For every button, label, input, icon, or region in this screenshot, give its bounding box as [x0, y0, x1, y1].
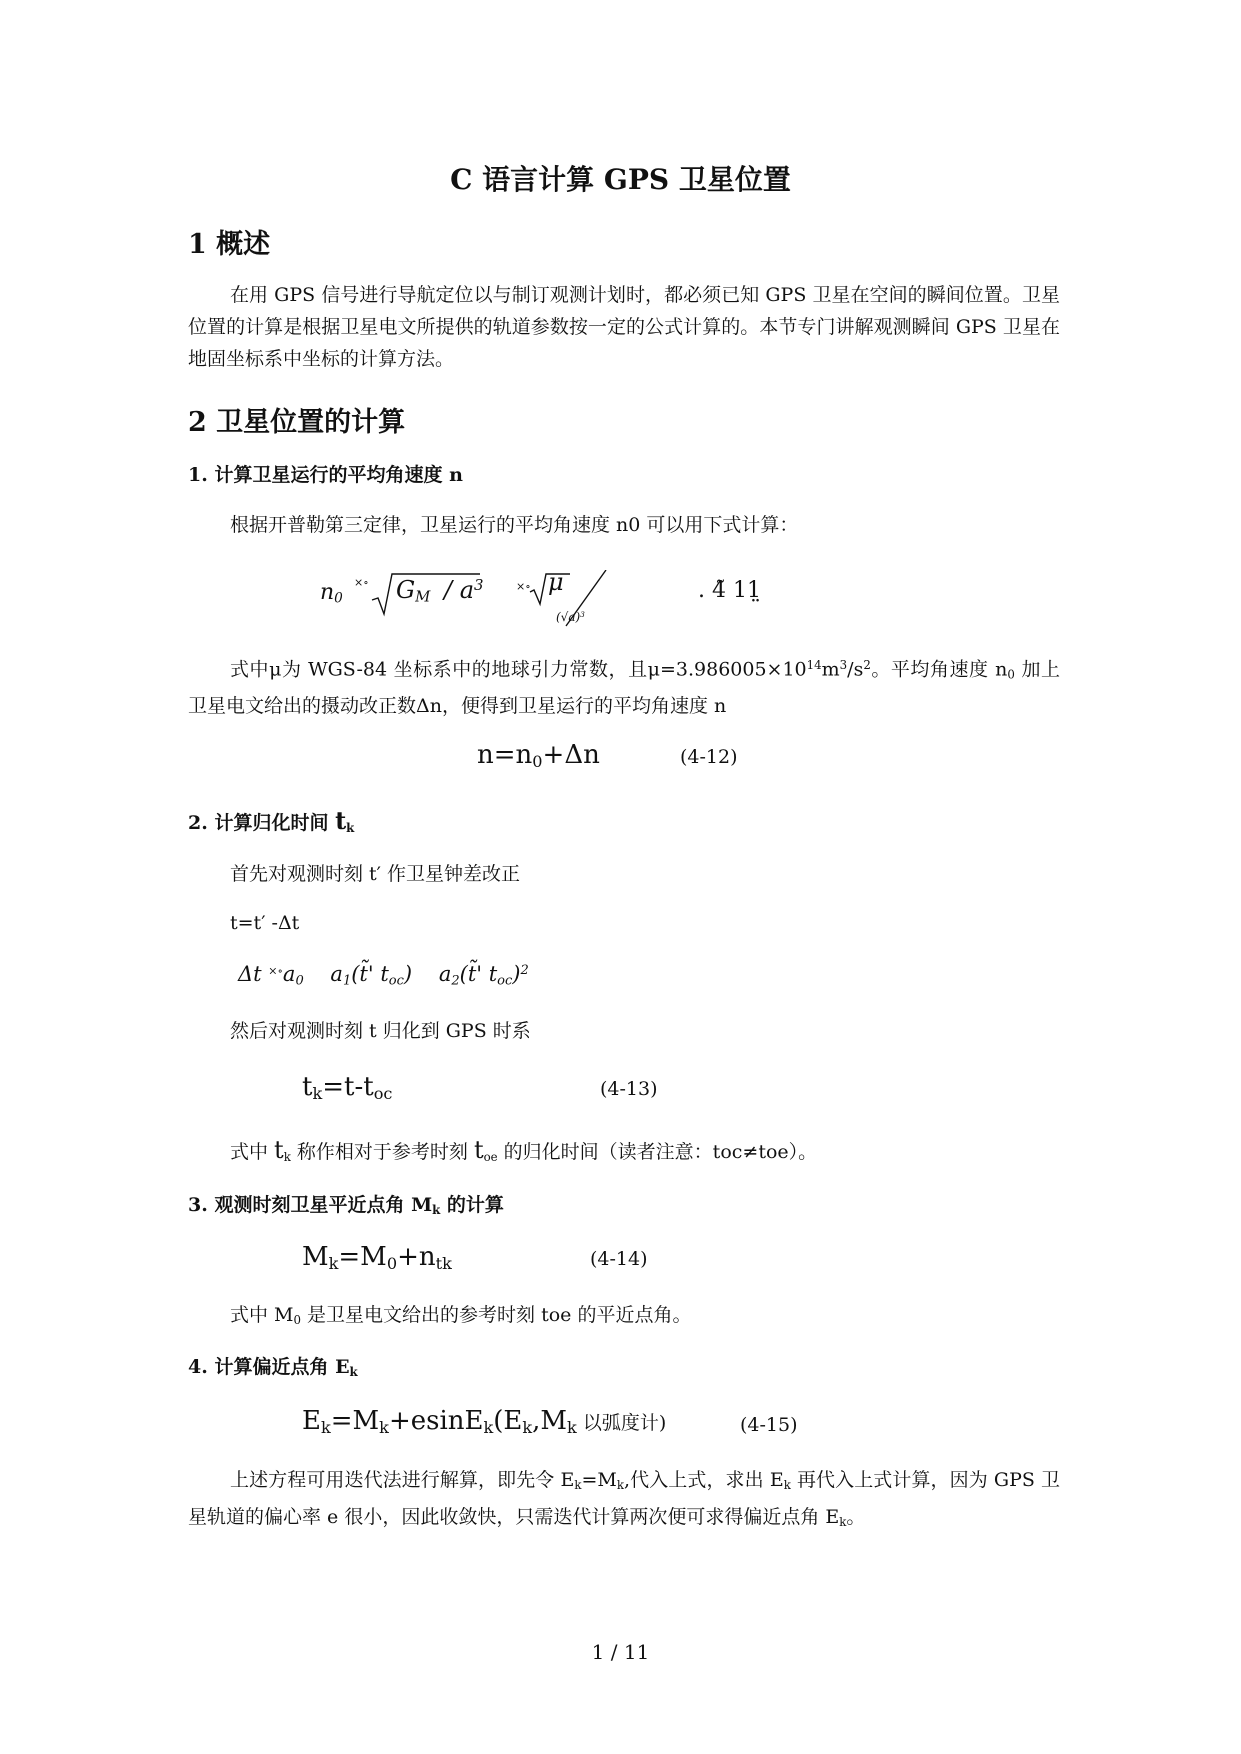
- equation-number: (4-15): [740, 1414, 798, 1436]
- page-number: 1 / 11: [591, 1640, 650, 1664]
- formula-denominator: $(√a)^3$: [556, 610, 585, 625]
- subsection-1-heading: 1. 计算卫星运行的平均角速度 n: [188, 464, 463, 486]
- clock-polynomial-formula: Δt $^{\times\circ}a_0$ $a_1(t̃'$ $t_{oc}$) $a_2(t̃'$ $t_{oc})^2$: [238, 962, 529, 989]
- formula-G-symbol: $G_M$: [396, 576, 431, 606]
- subsection-1-intro: 根据开普勒第三定律，卫星运行的平均角速度 n0 可以用下式计算：: [230, 514, 799, 536]
- section-2-heading: 2 卫星位置的计算: [188, 407, 406, 438]
- formula-garbled-mark-2: ×∘: [516, 580, 531, 593]
- equation-number: (4-14): [590, 1248, 648, 1270]
- subsection-4-heading: 4. 计算偏近点角 $E_k$: [188, 1356, 358, 1379]
- subsection-1-paragraph: 式中μ为 WGS-84 坐标系中的地球引力常数，且$\mu=3.986005\times 10^{14}m^3/s^2$。平均角速度 $n_0$ 加上卫星电文给出的摄动改正数Δn，便得到卫星运行的平均角速度 n: [188, 658, 1061, 718]
- formula-garbled-mark: ×∘: [354, 576, 369, 589]
- subsection-2-heading: 2. 计算归化时间 $t_k$: [188, 806, 355, 835]
- normalization-text: 然后对观测时刻 t 归化到 GPS 时系: [230, 1020, 531, 1042]
- equation-4-12: $n=n_0+\Delta n$: [477, 740, 600, 772]
- section-1-paragraph: 在用 GPS 信号进行导航定位以与制订观测计划时，都必须已知 GPS 卫星在空间的瞬间位置。卫星位置的计算是根据卫星电文所提供的轨道参数按一定的公式计算的。本节专门讲解观测瞬间 GPS 卫星在地固坐标系中坐标的计算方法。: [188, 284, 1060, 370]
- mean-anomaly-note: 式中 $M_0$ 是卫星电文给出的参考时刻 toe 的平近点角。: [230, 1304, 692, 1327]
- formula-mu-symbol: μ: [548, 568, 564, 596]
- equation-4-15: $E_k=M_k+esinE_k(E_k,M_k$ 以弧度计): [302, 1406, 667, 1438]
- formula-number-garbled: . 4̃ 11̤: [698, 578, 761, 603]
- mean-motion-formula: [320, 562, 920, 632]
- clock-correction-formula: t=t′ -Δt: [230, 912, 300, 934]
- formula-n-symbol: $n_0$: [320, 580, 343, 607]
- equation-number: (4-12): [680, 746, 738, 768]
- equation-4-13: $t_k=t-t_{oc}$: [302, 1072, 393, 1104]
- equation-4-14: $M_k=M_0+n_{tk}$: [302, 1242, 452, 1274]
- formula-a-symbol: / $a^3$: [444, 576, 484, 605]
- clock-correction-text: 首先对观测时刻 t′ 作卫星钟差改正: [230, 863, 521, 885]
- section-1-heading: 1 概述: [188, 229, 271, 260]
- subsection-3-heading: 3. 观测时刻卫星平近点角 $M_k$ 的计算: [188, 1194, 504, 1217]
- normalization-note: 式中 $t_k$ 称作相对于参考时刻 $t_{oe}$ 的归化时间（读者注意：toc≠toe）。: [230, 1136, 818, 1164]
- document-title: C 语言计算 GPS 卫星位置: [450, 163, 791, 196]
- iteration-paragraph: 上述方程可用迭代法进行解算，即先令 $E_k=M_k$,代入上式，求出 $E_k$ 再代入上式计算，因为 GPS 卫星轨道的偏心率 e 很小，因此收敛快，只需迭代计算两次便可求得偏近点角 $E_k$。: [188, 1469, 1060, 1529]
- equation-number: (4-13): [600, 1078, 658, 1100]
